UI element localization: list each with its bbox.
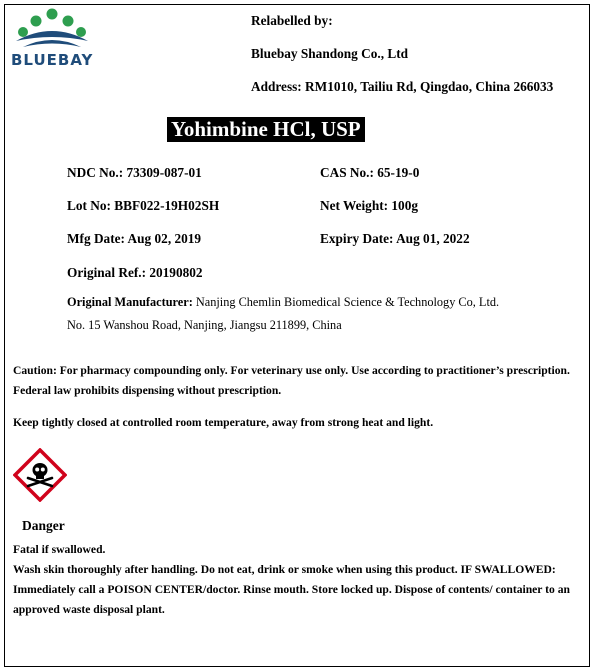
manufacturer-label: Original Manufacturer: xyxy=(67,295,193,309)
original-ref: Original Ref.: 20190802 xyxy=(67,265,203,280)
product-label xyxy=(4,4,590,667)
mfg-date: Mfg Date: Aug 02, 2019 xyxy=(67,231,202,246)
manufacturer-name: Nanjing Chemlin Biomedical Science & Technology Co, Ltd. xyxy=(195,295,500,309)
expiry-date: Expiry Date: Aug 01, 2022 xyxy=(320,231,470,246)
net-weight: Net Weight: 100g xyxy=(320,198,418,213)
precautionary-statements: Wash skin thoroughly after handling. Do not eat, drink or smoke when using this product. IF SWALLOWED: Immediately call a POISON CENTER/doctor. Rinse mouth. Store locked up. Dispose of contents/ container to an approved waste disposal plant. xyxy=(13,563,570,616)
product-title: Yohimbine HCl, USP xyxy=(167,117,365,142)
bluebay-logo xyxy=(11,7,93,73)
skull-crossbones-icon xyxy=(13,448,67,502)
brand-name: BLUEBAY xyxy=(11,51,94,69)
manufacturer-line xyxy=(67,295,499,310)
relabel-company: Bluebay Shandong Co., Ltd xyxy=(251,46,409,61)
ndc-number: NDC No.: 73309-087-01 xyxy=(67,165,202,180)
manufacturer-address: No. 15 Wanshou Road, Nanjing, Jiangsu 211899, China xyxy=(67,318,342,332)
bluebay-logo-mark xyxy=(11,7,93,53)
signal-word: Danger xyxy=(22,518,65,533)
lot-number: Lot No: BBF022-19H02SH xyxy=(67,198,220,213)
caution-text: Caution: For pharmacy compounding only. For veterinary use only. Use according to practitioner’s prescription. Federal law prohibits dispensing without prescription. xyxy=(13,364,570,397)
storage-text: Keep tightly closed at controlled room temperature, away from strong heat and light. xyxy=(13,416,434,429)
relabelled-heading: Relabelled by: xyxy=(251,13,333,28)
relabel-address: Address: RM1010, Tailiu Rd, Qingdao, China 266033 xyxy=(251,79,554,94)
hazard-statement: Fatal if swallowed. xyxy=(13,543,106,556)
cas-number: CAS No.: 65-19-0 xyxy=(320,165,420,180)
